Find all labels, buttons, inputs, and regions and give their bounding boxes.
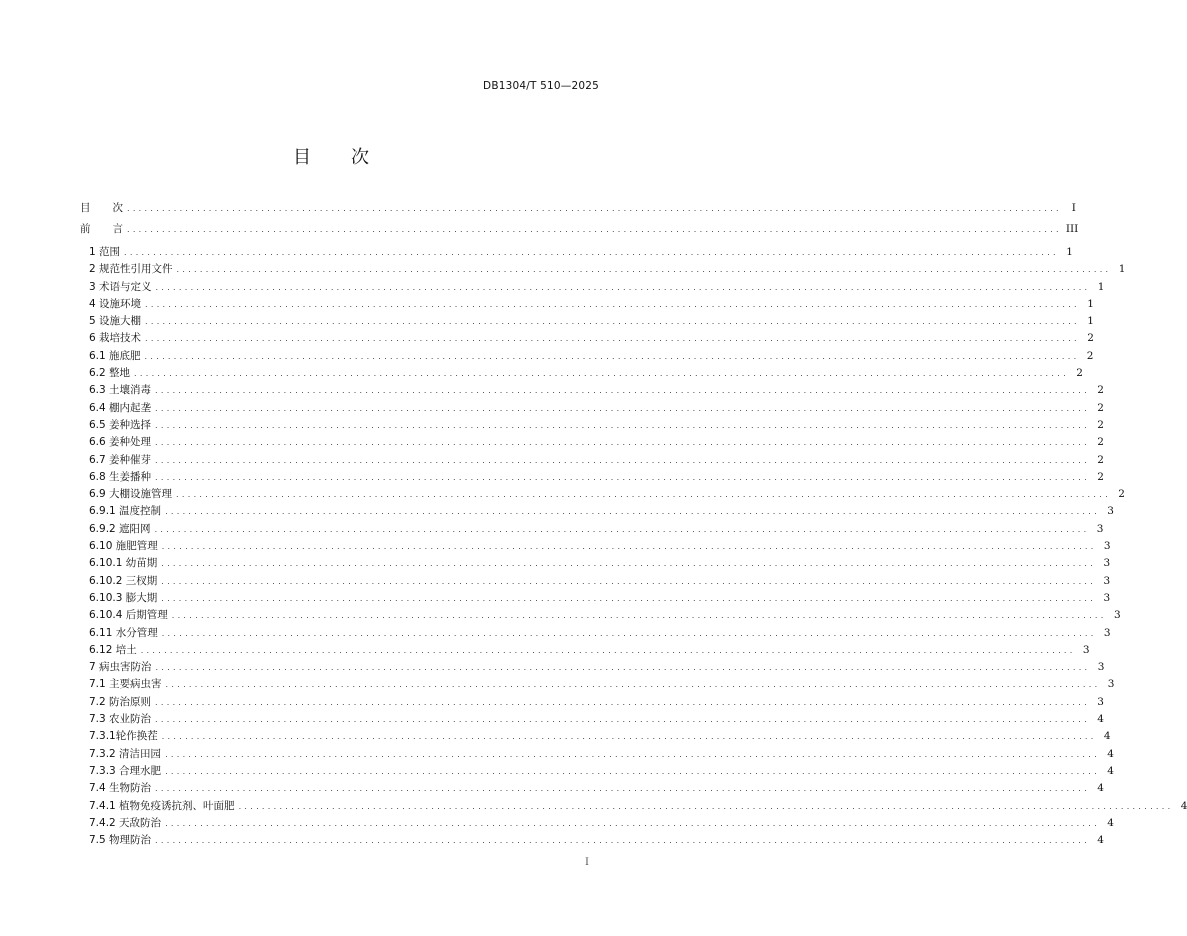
toc-leader-dots: ................................................................................................................................................................ (155, 455, 1090, 465)
toc-entry[interactable] (80, 763, 1114, 780)
toc-page-number: 4 (1180, 799, 1187, 812)
toc-leader-dots: ................................................................................................................................................................ (155, 663, 1091, 673)
toc-page-number: 4 (1107, 747, 1114, 760)
toc-leader-dots: ................................................................................................................................................................ (140, 645, 1076, 655)
toc-leader-dots: ................................................................................................................................................................ (155, 420, 1090, 430)
toc-page-number: 4 (1107, 816, 1114, 829)
toc-entry-label: 7.4.2 天敌防治 (89, 816, 162, 829)
toc-page-number: 2 (1087, 332, 1094, 345)
toc-entry[interactable] (80, 452, 1104, 469)
toc-entry-label: 6.10.2 三杈期 (89, 574, 158, 587)
toc-entry[interactable] (80, 219, 1079, 240)
toc-entry-label: 2 规范性引用文件 (89, 263, 173, 276)
toc-entry-label: 6.3 土壤消毒 (89, 384, 152, 397)
toc-leader-dots: ................................................................................................................................................................ (165, 766, 1100, 776)
toc-entry-label: 1 范围 (89, 246, 121, 258)
toc-entry-label: 7.1 主要病虫害 (89, 678, 162, 691)
toc-entry-label-char: 言 (112, 223, 123, 235)
toc-entry-label: 7.4 生物防治 (89, 782, 152, 795)
toc-entry-label (80, 219, 123, 240)
toc-leader-dots: ................................................................................................................................................................ (238, 801, 1174, 811)
toc-leader-dots: ................................................................................................................................................................ (155, 472, 1090, 482)
toc-page-number: 1 (1097, 280, 1105, 293)
toc-leader-dots: ................................................................................................................................................................ (165, 507, 1100, 517)
toc-leader-dots: ................................................................................................................................................................ (155, 282, 1091, 292)
toc-entry-label: 7.2 防治原则 (89, 695, 152, 708)
toc-entry[interactable] (80, 296, 1094, 313)
toc-entry-label: 7.3.1轮作换茬 (89, 730, 158, 743)
toc-entry[interactable] (80, 676, 1115, 693)
toc-entry-label: 6.10.3 膨大期 (89, 591, 158, 604)
toc-entry-label: 6.2 整地 (89, 367, 131, 380)
toc-entry[interactable] (80, 711, 1104, 728)
toc-leader-dots: ................................................................................................................................................................ (145, 334, 1080, 344)
toc-entry-label: 6.10.4 后期管理 (89, 609, 168, 622)
toc-entry[interactable] (80, 625, 1111, 642)
toc-page-number: 4 (1107, 764, 1114, 777)
toc-leader-dots: ................................................................................................................................................................ (176, 490, 1111, 500)
toc-page-number: 3 (1103, 591, 1111, 604)
toc-page-number: III (1065, 223, 1079, 235)
toc-entry-label: 7.5 物理防治 (89, 834, 152, 847)
toc-entry-label: 7 病虫害防治 (89, 661, 152, 674)
toc-entry-label: 6.6 姜种处理 (89, 436, 152, 449)
toc-heading-part1: 目 (293, 147, 311, 168)
toc-entry-label: 6.9 大棚设施管理 (89, 488, 173, 501)
toc-entry-label: 3 术语与定义 (89, 280, 152, 293)
toc-page-number: 1 (1087, 315, 1094, 328)
toc-leader-dots: ................................................................................................................................................................ (161, 542, 1097, 552)
toc-page-number: I (1071, 202, 1076, 214)
toc-entry[interactable] (80, 503, 1114, 520)
toc-leader-dots: ................................................................................................................................................................ (161, 576, 1097, 586)
toc-page-number: 2 (1097, 470, 1104, 483)
toc-page-number: 3 (1113, 609, 1121, 622)
toc-entry-label: 6.5 姜种选择 (89, 418, 152, 431)
toc-entry-label-char: 前 (80, 223, 91, 235)
toc-page-number: 2 (1118, 488, 1125, 501)
toc-page-number: 2 (1097, 453, 1104, 466)
toc-page-number: 1 (1066, 246, 1073, 258)
toc-page-number: 2 (1086, 349, 1094, 362)
toc-page-number: 1 (1087, 297, 1094, 310)
toc-entry-label: 6.9.2 遮阳网 (89, 522, 151, 535)
toc-entry-label-char: 次 (112, 202, 123, 214)
toc-page-number: 3 (1096, 522, 1104, 535)
toc-page-number: 3 (1107, 678, 1115, 691)
toc-page-number: 4 (1097, 713, 1104, 726)
toc-entry[interactable] (80, 521, 1104, 538)
toc-page-number: 3 (1097, 661, 1105, 674)
toc-page-number: 3 (1107, 505, 1114, 518)
toc-page-number: 3 (1103, 557, 1111, 570)
toc-leader-dots: ................................................................................................................................................................ (127, 225, 1062, 234)
toc-page-number: 1 (1118, 263, 1126, 276)
toc-leader-dots: ................................................................................................................................................................ (154, 524, 1090, 534)
page-folio: I (585, 857, 589, 868)
toc-entry[interactable] (80, 382, 1104, 399)
toc-heading-part2: 次 (351, 147, 369, 168)
toc-entry-label: 6.12 培土 (89, 643, 137, 656)
toc-entry[interactable] (80, 607, 1121, 624)
toc-entry-label: 6.11 水分管理 (89, 626, 158, 639)
toc-entry[interactable] (80, 434, 1104, 451)
toc-leader-dots: ................................................................................................................................................................ (155, 836, 1090, 846)
toc-leader-dots: ................................................................................................................................................................ (171, 611, 1107, 621)
toc-leader-dots: ................................................................................................................................................................ (145, 317, 1080, 327)
toc-entry[interactable] (80, 279, 1105, 296)
toc-entry-label: 6 栽培技术 (89, 332, 142, 345)
toc-entry-label: 4 设施环境 (89, 297, 142, 310)
table-of-contents (80, 198, 1187, 849)
toc-entry[interactable] (80, 728, 1111, 745)
toc-page-number: 3 (1097, 695, 1104, 708)
toc-entry[interactable] (80, 694, 1104, 711)
toc-entry[interactable] (80, 555, 1111, 572)
toc-entry[interactable] (80, 244, 1073, 261)
toc-leader-dots: ................................................................................................................................................................ (134, 369, 1069, 379)
toc-leader-dots: ................................................................................................................................................................ (155, 386, 1090, 396)
toc-leader-dots: ................................................................................................................................................................ (124, 248, 1059, 257)
toc-entry[interactable] (80, 832, 1104, 849)
toc-entry[interactable] (80, 313, 1094, 330)
toc-entry-label: 6.8 生姜播种 (89, 470, 152, 483)
toc-leader-dots: ................................................................................................................................................................ (155, 697, 1090, 707)
toc-entry[interactable] (80, 798, 1187, 815)
toc-page-number: 2 (1097, 384, 1104, 397)
toc-entry-label (80, 198, 123, 219)
toc-entry[interactable] (80, 815, 1114, 832)
toc-leader-dots: ................................................................................................................................................................ (165, 680, 1101, 690)
toc-leader-dots: ................................................................................................................................................................ (144, 351, 1080, 361)
toc-page-number: 2 (1076, 367, 1083, 380)
toc-leader-dots: ................................................................................................................................................................ (155, 438, 1090, 448)
toc-heading (0, 143, 662, 169)
toc-leader-dots: ................................................................................................................................................................ (161, 628, 1097, 638)
toc-entry[interactable] (80, 261, 1126, 278)
toc-entry[interactable] (80, 198, 1076, 219)
toc-page-number: 2 (1097, 436, 1104, 449)
toc-leader-dots: ................................................................................................................................................................ (127, 204, 1062, 213)
toc-entry[interactable] (80, 400, 1104, 417)
toc-leader-dots: ................................................................................................................................................................ (165, 818, 1100, 828)
toc-leader-dots: ................................................................................................................................................................ (161, 593, 1097, 603)
toc-entry[interactable] (80, 417, 1104, 434)
toc-page-number: 3 (1103, 574, 1111, 587)
toc-entry[interactable] (80, 486, 1125, 503)
toc-page-number: 4 (1097, 782, 1104, 795)
toc-entry-label: 5 设施大棚 (89, 315, 142, 328)
toc-entry-label: 6.10.1 幼苗期 (89, 557, 158, 570)
toc-entry-label: 7.3 农业防治 (89, 713, 152, 726)
toc-leader-dots: ................................................................................................................................................................ (165, 749, 1100, 759)
toc-leader-dots: ................................................................................................................................................................ (145, 299, 1080, 309)
toc-page-number: 4 (1097, 834, 1104, 847)
toc-entry-label: 6.4 棚内起垄 (89, 401, 152, 414)
toc-page-number: 2 (1097, 401, 1104, 414)
toc-page-number: 3 (1103, 540, 1111, 553)
toc-entry-label: 7.3.2 清洁田园 (89, 747, 162, 760)
toc-entry[interactable] (80, 590, 1111, 607)
toc-leader-dots: ................................................................................................................................................................ (155, 715, 1090, 725)
toc-page-number: 2 (1097, 418, 1104, 431)
toc-entry[interactable] (80, 642, 1090, 659)
toc-page-number: 3 (1082, 643, 1090, 656)
toc-entry[interactable] (80, 469, 1104, 486)
toc-entry[interactable] (80, 538, 1111, 555)
toc-entry-label: 6.9.1 温度控制 (89, 505, 162, 518)
toc-leader-dots: ................................................................................................................................................................ (155, 403, 1090, 413)
toc-entry[interactable] (80, 365, 1083, 382)
toc-leader-dots: ................................................................................................................................................................ (161, 559, 1097, 569)
toc-page-number: 3 (1103, 626, 1111, 639)
toc-page-number: 4 (1103, 730, 1111, 743)
document-code: DB1304/T 510—2025 (483, 80, 599, 92)
toc-entry-label: 7.4.1 植物免疫诱抗剂、叶面肥 (89, 799, 235, 812)
toc-leader-dots: ................................................................................................................................................................ (155, 784, 1090, 794)
toc-entry-label: 6.10 施肥管理 (89, 540, 158, 553)
toc-leader-dots: ................................................................................................................................................................ (161, 732, 1097, 742)
toc-entry[interactable] (80, 573, 1111, 590)
toc-entry[interactable] (80, 348, 1094, 365)
toc-entry-label-char: 目 (80, 202, 91, 214)
toc-entry[interactable] (80, 746, 1114, 763)
toc-entry[interactable] (80, 330, 1094, 347)
toc-entry-label: 6.7 姜种催芽 (89, 453, 152, 466)
toc-entry[interactable] (80, 780, 1104, 797)
toc-entry-label: 6.1 施底肥 (89, 349, 141, 362)
toc-entry-label: 7.3.3 合理水肥 (89, 764, 162, 777)
toc-entry[interactable] (80, 659, 1105, 676)
toc-leader-dots: ................................................................................................................................................................ (176, 265, 1112, 275)
